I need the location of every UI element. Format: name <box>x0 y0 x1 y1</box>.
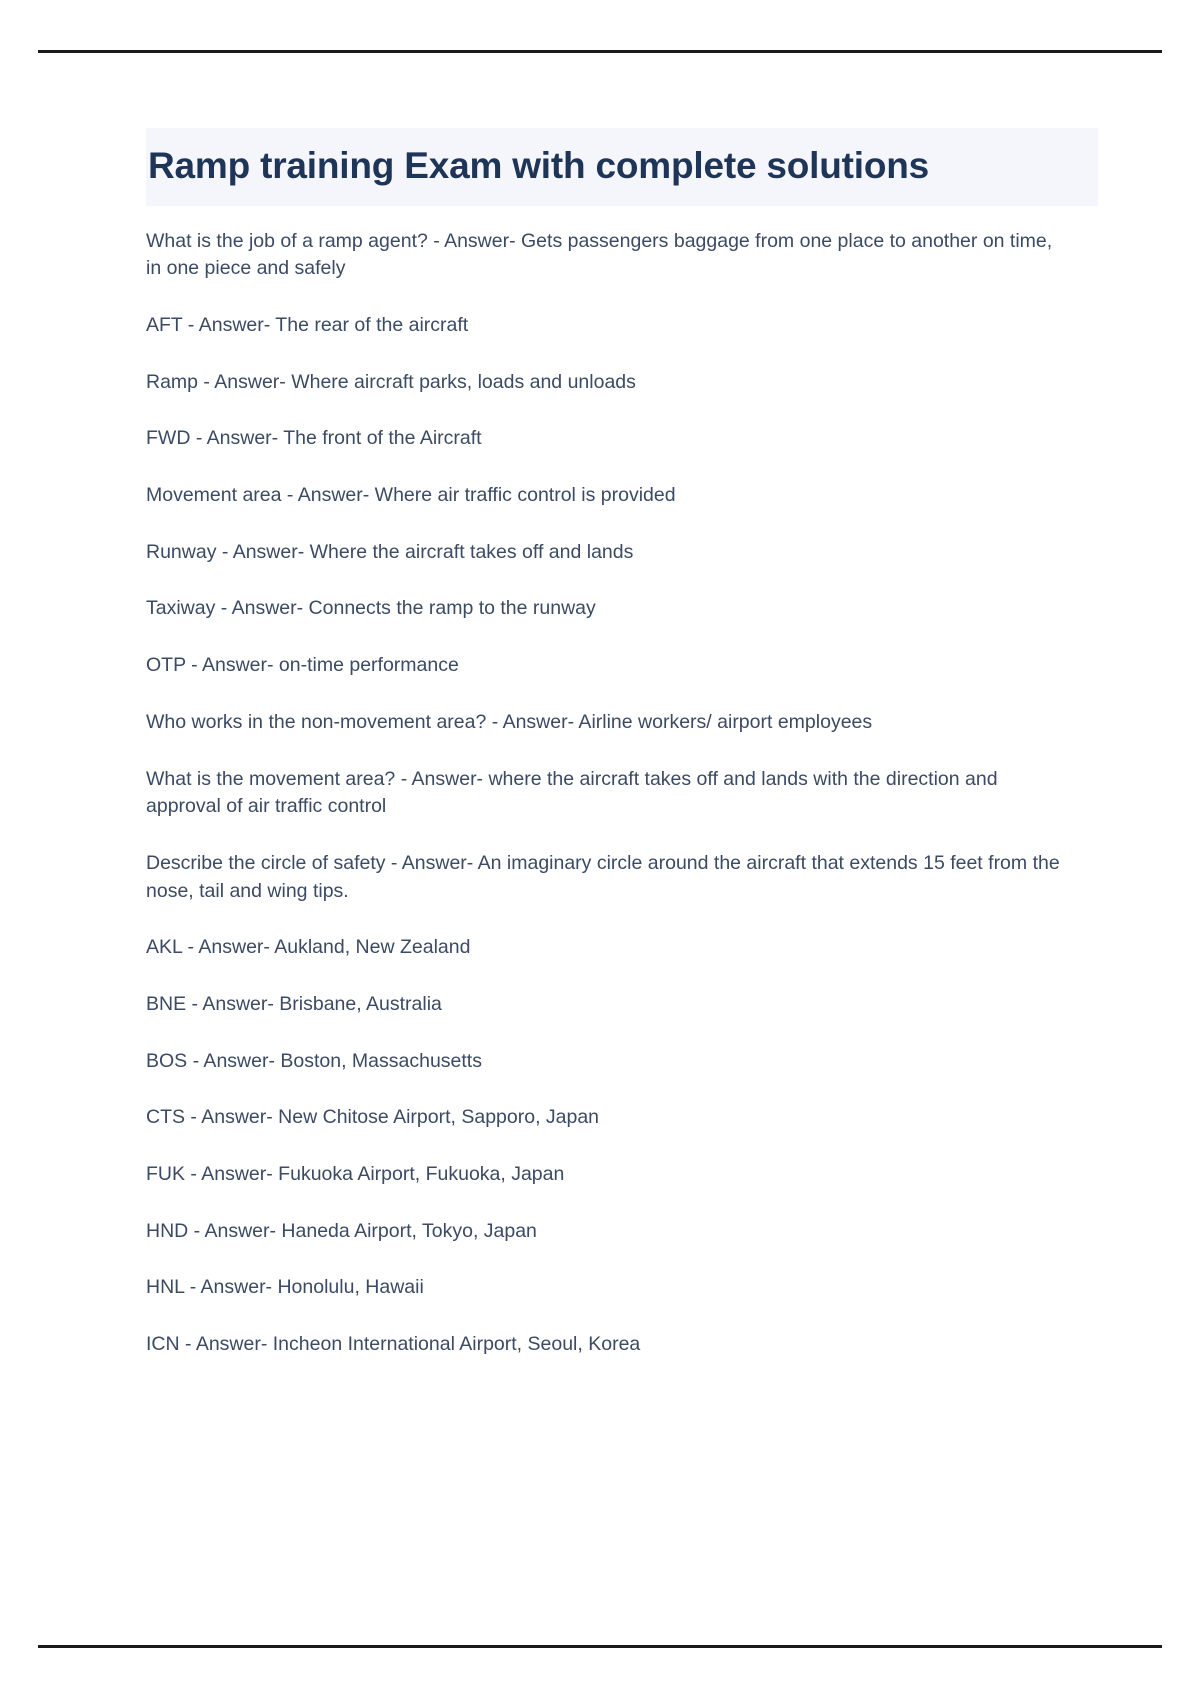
qa-item: What is the movement area? - Answer- where the aircraft takes off and lands with the direction and approval of air traffic control <box>146 767 998 818</box>
qa-item: BNE - Answer- Brisbane, Australia <box>146 992 442 1015</box>
qa-item: CTS - Answer- New Chitose Airport, Sapporo, Japan <box>146 1106 600 1129</box>
title-block <box>146 128 1098 206</box>
qa-item: FUK - Answer- Fukuoka Airport, Fukuoka, Japan <box>146 1163 565 1186</box>
qa-item: HNL - Answer- Honolulu, Hawaii <box>146 1276 424 1299</box>
page-title: Ramp training Exam with complete solutions <box>148 145 930 186</box>
qa-item: ICN - Answer- Incheon International Airport, Seoul, Korea <box>146 1333 641 1356</box>
qa-item: Runway - Answer- Where the aircraft takes off and lands <box>146 540 634 563</box>
qa-item: OTP - Answer- on-time performance <box>146 654 459 677</box>
qa-item: Taxiway - Answer- Connects the ramp to the runway <box>146 597 596 620</box>
page-bottom-divider <box>38 1645 1162 1648</box>
qa-item: Ramp - Answer- Where aircraft parks, loads and unloads <box>146 370 636 393</box>
page-top-divider <box>38 50 1162 53</box>
qa-item: AKL - Answer- Aukland, New Zealand <box>146 936 471 959</box>
qa-item: AFT - Answer- The rear of the aircraft <box>146 314 469 337</box>
qa-item: Who works in the non-movement area? - Answer- Airline workers/ airport employees <box>146 710 873 733</box>
document-content <box>146 128 1098 1359</box>
qa-item: HND - Answer- Haneda Airport, Tokyo, Japan <box>146 1219 537 1242</box>
qa-item: Describe the circle of safety - Answer- An imaginary circle around the aircraft that extends 15 feet from the nose, tail and wing tips. <box>146 851 1060 902</box>
qa-item: FWD - Answer- The front of the Aircraft <box>146 427 482 450</box>
qa-list <box>146 228 1098 1359</box>
qa-item: BOS - Answer- Boston, Massachusetts <box>146 1049 482 1072</box>
qa-item: Movement area - Answer- Where air traffic control is provided <box>146 484 676 507</box>
qa-item: What is the job of a ramp agent? - Answer- Gets passengers baggage from one place to another on time, in one piece and safely <box>146 229 1053 280</box>
